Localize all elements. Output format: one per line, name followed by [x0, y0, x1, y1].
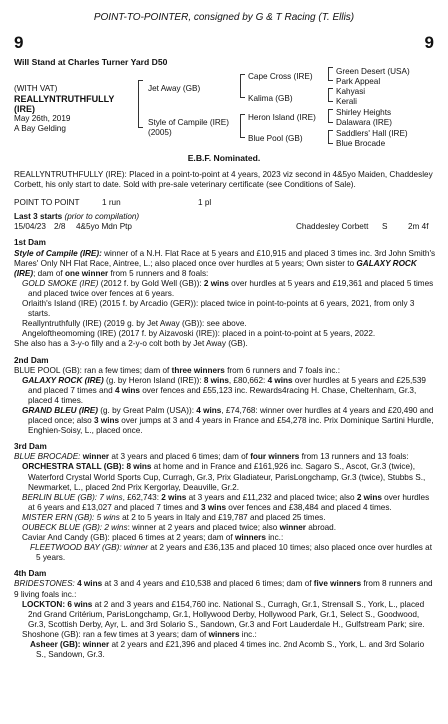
- brace-ss: [328, 67, 333, 81]
- produce-orchestra-stall: [14, 462, 436, 492]
- produce-note: She also has a 3-y-o filly and a 2-y-o colt both by Jet Away (GB).: [14, 339, 248, 349]
- produce-berlin-blue: [14, 493, 436, 513]
- text-run: inc.:: [239, 629, 257, 639]
- produce-mister-ern: [14, 513, 436, 523]
- race-date: 15/04/23: [14, 222, 46, 232]
- text-run: over fences and £38,484 and placed 4 times.: [226, 502, 392, 512]
- brace-sd: [328, 88, 333, 102]
- horse-name: REALLYNTRUTHFULLY: [14, 94, 115, 104]
- last3-heading: [14, 212, 436, 222]
- text-run: ORCHESTRA STALL (GB): 8 wins: [22, 462, 152, 472]
- ebf-nomination: E.B.F. Nominated.: [187, 153, 261, 163]
- text-run: ; dam of: [33, 268, 65, 278]
- text-run: winner: [279, 523, 306, 532]
- foaled-date: May 26th, 2019: [14, 114, 71, 123]
- text-run: , £74,768: winner over hurdles at 4 years and £20,490 and placed once; also: [28, 405, 434, 426]
- text-run: abroad.: [305, 523, 337, 532]
- catalogue-body: [14, 170, 436, 660]
- gen3-dds: Saddlers' Hall (IRE): [336, 129, 408, 138]
- produce-asheer: [14, 640, 436, 660]
- text-run: , £62,743:: [122, 492, 162, 502]
- stand-location: Will Stand at Charles Turner Yard D50: [14, 57, 168, 67]
- ptp-runs: 1 run: [102, 198, 121, 208]
- text-run: over hurdles at 5 years and £19,361 and placed 5 times and placed twice over fences at 6 years.: [28, 278, 434, 298]
- gen3-sdd: Kerali: [336, 97, 357, 106]
- text-run: winners: [208, 629, 240, 639]
- text-run: 2 wins: [203, 278, 229, 288]
- text-run: at 2 years and £36,135 and placed 10 times; also placed once over hurdles at 5 years.: [36, 543, 433, 563]
- text-run: 4 wins: [114, 385, 140, 395]
- sire: Jet Away (GB): [148, 84, 201, 93]
- race-name: 4&5yo Mdn Ptp: [76, 222, 132, 232]
- text-run: : winner at 2 years and placed twice; also: [127, 523, 280, 532]
- text-run: over jumps at 3 and 4 years in France and £54,278 inc. Prix Dominique Sartini Hurdle, Enghien-Soisy, L., placed once.: [28, 416, 434, 436]
- second-dam-heading: 2nd Dam: [14, 355, 49, 365]
- text-run: 2 wins: [161, 492, 187, 502]
- ptp-place: 1 pl: [198, 198, 212, 208]
- text-run: , £80,662:: [228, 375, 268, 385]
- text-run: (g. by Heron Island (IRE)):: [103, 375, 204, 385]
- first-dam-text: [14, 249, 436, 279]
- sire-sire: Cape Cross (IRE): [248, 72, 313, 81]
- text-run: over hurdles at 5 years and £25,539 and placed 7 times and: [28, 375, 426, 395]
- produce-caviar-and-candy: [14, 533, 436, 543]
- race-going: S: [382, 222, 388, 232]
- fourth-dam-text: [14, 579, 436, 599]
- horse-country: (IRE): [14, 104, 35, 114]
- text-run: MISTER ERN (GB): 5 wins: [22, 512, 120, 522]
- gen3-ssd: Park Appeal: [336, 77, 381, 86]
- brace-sire-dam: [138, 80, 143, 128]
- fourth-dam-heading: 4th Dam: [14, 569, 47, 579]
- lot-number-right: 9: [424, 33, 434, 52]
- text-run: over fences and £55,123 inc. Rewards4racing H. Chase, Cheltenham, Gr.3, placed 4 times.: [28, 385, 417, 405]
- text-run: four winners: [250, 452, 300, 462]
- text-run: three winners: [171, 365, 225, 375]
- text-run: Caviar And Candy (GB): placed 6 times at 2 years; dam of: [22, 533, 235, 543]
- brace-ds: [328, 109, 333, 123]
- sire-dam: Kalima (GB): [248, 94, 293, 103]
- produce-reallyntruthfully: Reallyntruthfully (IRE) (2019 g. by Jet Away (GB)): see above.: [22, 319, 247, 329]
- text-run: five winners: [313, 579, 362, 589]
- text-run: BERLIN BLUE (GB): 7 wins: [22, 492, 123, 502]
- produce-fleetwood-bay: [14, 543, 436, 563]
- race-course: Chaddesley Corbett: [296, 222, 369, 232]
- gen3-dss: Shirley Heights: [336, 108, 392, 117]
- first-dam-heading: 1st Dam: [14, 238, 46, 248]
- text-run: from 13 runners and 13 foals:: [299, 452, 409, 462]
- vat-note: (WITH VAT): [14, 84, 58, 93]
- gen3-ddd: Blue Brocade: [336, 139, 386, 148]
- last3-title: Last 3 starts: [14, 212, 63, 222]
- produce-oubeck-blue: [14, 523, 436, 533]
- text-run: Shoshone (GB): ran a few times at 3 years; dam of: [22, 629, 209, 639]
- text-run: at 3 years and £11,232 and placed twice; also: [186, 492, 357, 502]
- text-run: 2 wins: [356, 492, 382, 502]
- text-run: at 2 years and £21,396 and placed 4 times inc. 2nd Acomb S., York, L. and 3rd Solario S., Sandown, Gr.3.: [36, 640, 425, 660]
- text-run: GALAXY ROCK (IRE): [14, 258, 417, 278]
- text-run: BLUE BROCADE:: [14, 452, 81, 462]
- dam: Style of Campile (IRE): [148, 118, 229, 127]
- text-run: 3 wins: [200, 502, 227, 512]
- text-run: 4 wins: [196, 405, 222, 415]
- brace-sire: [240, 74, 245, 98]
- text-run: from 5 runners and 8 foals:: [108, 268, 209, 278]
- text-run: at 2 and 3 years and £154,760 inc. National S., Curragh, Gr.1, Strensall S., York, L., placed 2nd Grand Critérium, ParisLongchamp, Gr.1, Hollywood Derby, Hollywood Park, Gr.1, Select S., Goodwood, Gr.3, Scottish Derby, Ayr, L. and 3rd Solario S., Sandown, Gr.3 and Fort Lauderdale H., Gulfstream Park; sire.: [28, 599, 425, 629]
- produce-grand-bleu: [14, 406, 436, 436]
- text-run: (g. by Great Palm (USA)):: [97, 405, 197, 415]
- text-run: GALAXY ROCK (IRE): [22, 375, 104, 385]
- third-dam-heading: 3rd Dam: [14, 442, 47, 452]
- produce-angeloftheomoming: Angeloftheomoming (IRE) (2017 f. by Aizavoski (IRE)): placed in a point-to-point at 5 years, 2022.: [22, 329, 376, 339]
- gen3-sds: Kahyasi: [336, 87, 366, 96]
- brace-dd: [328, 130, 333, 144]
- text-run: one winner: [64, 268, 109, 278]
- last3-row: [14, 222, 436, 232]
- second-dam-text: [14, 366, 436, 376]
- intro-paragraph: REALLYNTRUTHFULLY (IRE): Placed in a point-to-point at 4 years, 2023 viz second in 4&5yo Maiden, Chaddesley Corbett, his only start to date. Sold with pre-sale veterinary certificate (see Conditions of Sale).: [14, 170, 433, 190]
- text-run: 4 wins: [74, 579, 103, 589]
- text-run: winners: [234, 533, 266, 543]
- lot-number-left: 9: [14, 33, 24, 52]
- dam-year: (2005): [148, 128, 172, 137]
- pedigree-table: [14, 67, 438, 160]
- text-run: GOLD SMOKE (IRE): [22, 278, 99, 288]
- produce-gold-smoke: [14, 279, 436, 299]
- text-run: 3 wins: [94, 416, 120, 426]
- text-run: OUBECK BLUE (GB): 2 wins: [22, 523, 128, 532]
- race-position: 2/8: [54, 222, 66, 232]
- produce-orlaiths-island: Orlaith's Island (IRE) (2015 f. by Arcadio (GER)): placed twice in point-to-points at 6 years, 2021, from only 3 starts.: [22, 299, 415, 319]
- horse-description: A Bay Gelding: [14, 124, 66, 133]
- text-run: FLEETWOOD BAY (GB): winner: [30, 543, 148, 553]
- text-run: winner of a N.H. Flat Race at 5 years and £10,915 and placed 3 times inc. 3rd John Smith's Mares' Only NH Flat Race, Aintree, L.; also placed once over hurdles at 5 years; Own sister to: [14, 248, 436, 268]
- ptp-record: [14, 198, 436, 208]
- text-run: 4 wins: [267, 375, 293, 385]
- last3-sub: (prior to compilation): [64, 212, 140, 222]
- text-run: at 2 to 5 years in Italy and £19,787 and placed 25 times.: [119, 512, 326, 522]
- text-run: Asheer (GB): winner: [30, 640, 110, 650]
- produce-galaxy-rock: [14, 376, 436, 406]
- text-run: from 8 runners and 9 living foals inc.:: [14, 579, 433, 599]
- text-run: from 6 runners and 7 foals inc.:: [224, 365, 340, 375]
- dam-sire: Heron Island (IRE): [248, 113, 316, 122]
- text-run: at 3 years and placed 6 times; dam of: [109, 452, 251, 462]
- text-run: at 3 and 4 years and £10,538 and placed 6 times; dam of: [102, 579, 314, 589]
- text-run: over hurdles at 6 years and £13,027 and placed 7 times and: [28, 492, 430, 512]
- text-run: inc.:: [265, 533, 284, 543]
- text-run: 8 wins: [203, 375, 229, 385]
- text-run: GRAND BLEU (IRE): [22, 405, 98, 415]
- ptp-label: POINT TO POINT: [14, 198, 80, 208]
- text-run: BRIDESTONES:: [14, 579, 75, 589]
- gen3-sss: Green Desert (USA): [336, 67, 410, 76]
- text-run: at home and in France and £161,926 inc. Sagaro S., Ascot, Gr.3 (twice), Waterford Crystal World Sports Cup, Curragh, Gr.3, Prix Gladiateur, ParisLongchamp, Gr.3 (twice), Stubbs S., Newmarket, L., placed 2nd Prix Kergorlay, Deauville, Gr.2.: [28, 462, 426, 492]
- gen3-dsd: Dalawara (IRE): [336, 118, 392, 127]
- brace-dam: [240, 114, 245, 138]
- text-run: (2012 f. by Gold Well (GB)):: [98, 278, 204, 288]
- produce-shoshone: [14, 630, 436, 640]
- text-run: Style of Campile (IRE):: [14, 248, 102, 258]
- third-dam-text: [14, 452, 436, 462]
- dam-dam: Blue Pool (GB): [248, 134, 303, 143]
- text-run: BLUE POOL (GB): ran a few times; dam of: [14, 365, 172, 375]
- race-distance: 2m 4f: [408, 222, 429, 232]
- produce-lockton: [14, 600, 436, 630]
- text-run: winner: [80, 452, 110, 462]
- page-header: POINT-TO-POINTER, consigned by G & T Racing (T. Ellis): [93, 12, 355, 23]
- text-run: LOCKTON: 6 wins: [22, 599, 93, 609]
